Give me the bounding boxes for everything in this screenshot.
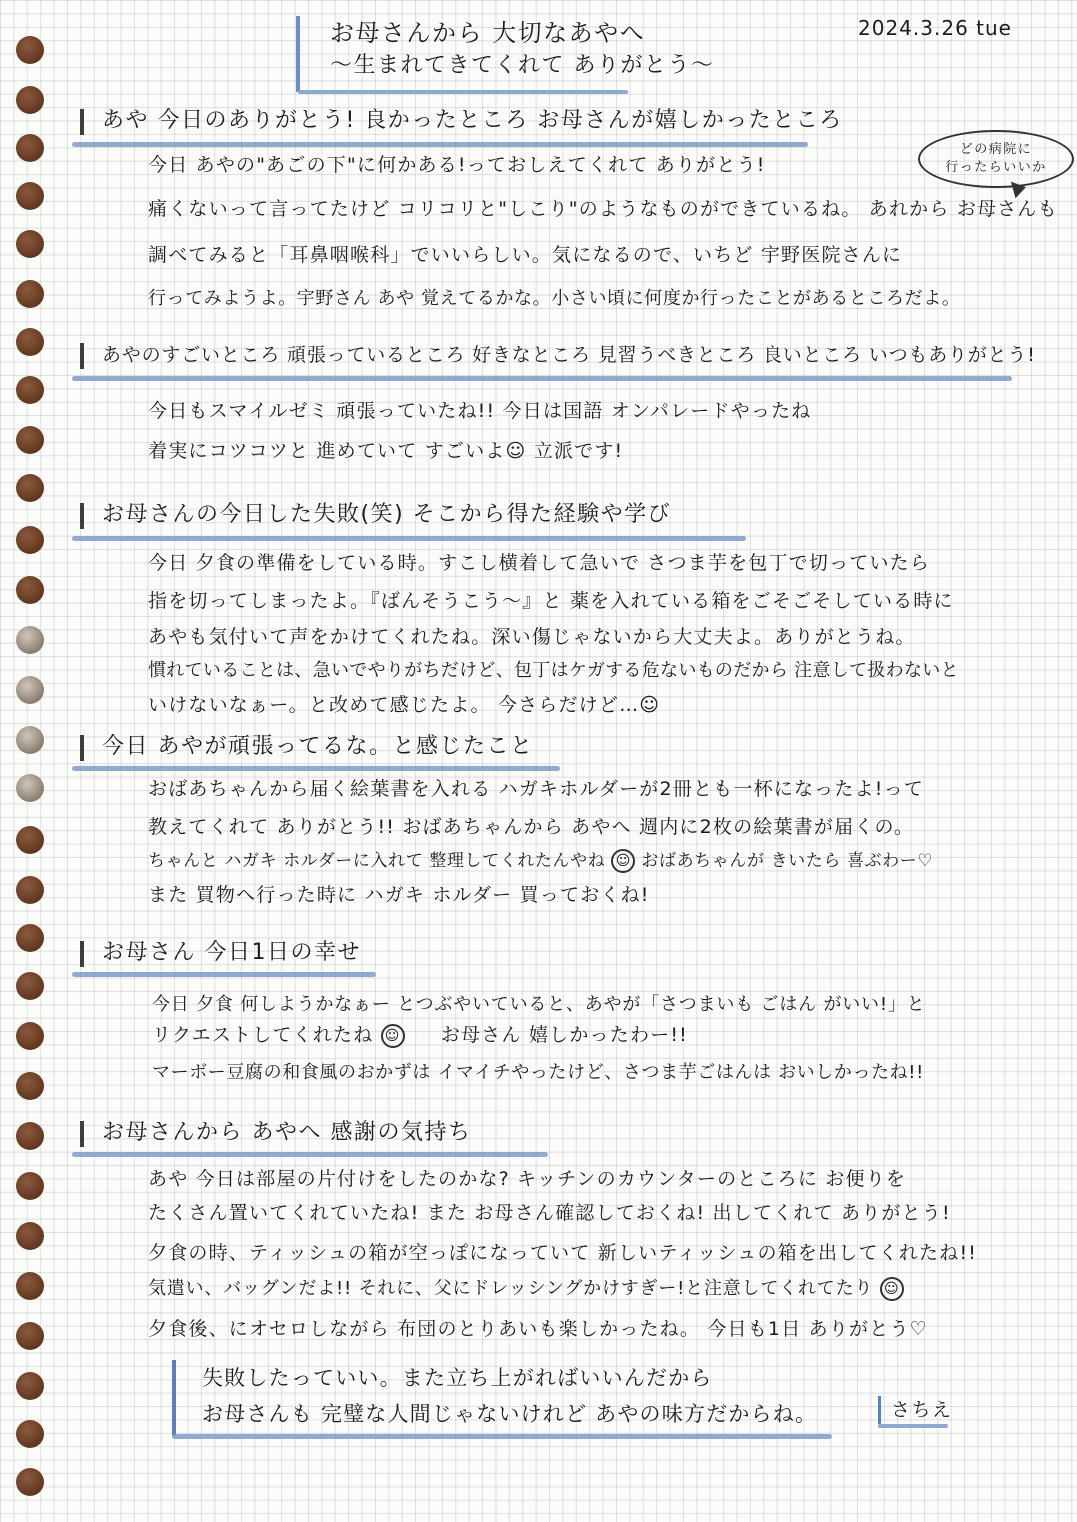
body-line: また 買物へ行った時に ハガキ ホルダー 買っておくね! (148, 884, 650, 906)
body-line: 夕食後、にオセロしながら 布団のとりあいも楽しかったね。 今日も1日 ありがとう♡ (148, 1318, 928, 1340)
binder-hole (16, 726, 44, 754)
binder-hole (16, 876, 44, 904)
binder-hole (16, 826, 44, 854)
body-text: リクエストしてくれたね (152, 1024, 374, 1046)
body-line: 教えてくれて ありがとう!! おばあちゃんから あやへ 週内に2枚の絵葉書が届くの。 (148, 816, 915, 838)
binder-hole (16, 1468, 44, 1496)
smiley-icon: ☺ (381, 1024, 405, 1048)
binder-hole (16, 134, 44, 162)
section-heading: お母さんの今日した失敗(笑) そこから得た経験や学び (72, 498, 671, 532)
section-effort (72, 730, 534, 764)
subtitle-text: 〜生まれてきてくれて ありがとう〜 (330, 53, 715, 78)
date-label: 2024.3.26 tue (858, 16, 1012, 40)
section-heading: あやのすごいところ 頑張っているところ 好きなところ 見習うべきところ 良いところ いつもありがとう! (72, 338, 1036, 372)
binder-hole (16, 376, 44, 404)
body-line (148, 846, 933, 873)
binder-hole (16, 774, 44, 802)
binder-hole (16, 1322, 44, 1350)
heading-underline (72, 1152, 548, 1157)
body-line: 痛くないって言ってたけど コリコリと"しこり"のようなものができているね。 あれから お母さんも (148, 198, 1058, 220)
binder-hole (16, 230, 44, 258)
section-heading: お母さん 今日1日の幸せ (72, 936, 361, 970)
heading-underline (72, 376, 1012, 381)
signature-underline (878, 1424, 948, 1428)
body-line: 今日 あやの"あごの下"に何かある!っておしえてくれて ありがとう! (148, 154, 766, 176)
binder-hole (16, 1072, 44, 1100)
body-line: 夕食の時、ティッシュの箱が空っぽになっていて 新しいティッシュの箱を出してくれたね!! (148, 1242, 978, 1264)
body-line: 今日もスマイルゼミ 頑張っていたね!! 今日は国語 オンパレードやったね (148, 400, 812, 422)
body-line: 今日 夕食の準備をしている時。すこし横着して急いで さつま芋を包丁で切っていたら (148, 552, 931, 574)
body-line: マーボー豆腐の和食風のおかずは イマイチやったけど、さつま芋ごはんは おいしかったね!! (152, 1062, 924, 1083)
body-line: 今日 夕食 何しようかなぁー とつぶやいていると、あやが「さつまいも ごはん がいい!」と (152, 994, 926, 1015)
binder-hole (16, 972, 44, 1000)
binder-hole (16, 626, 44, 654)
closing-line: お母さんも 完璧な人間じゃないけれど あやの味方だからね。 (202, 1402, 818, 1426)
body-line: 指を切ってしまったよ。『ばんそうこう〜』と 薬を入れている箱をごそごそしている時に (148, 590, 954, 612)
body-line: 調べてみると「耳鼻咽喉科」でいいらしい。気になるので、いちど 宇野医院さんに (148, 244, 903, 266)
closing-message (172, 1360, 817, 1436)
binder-holes (16, 36, 46, 1496)
page-title (296, 16, 715, 92)
closing-underline (172, 1434, 832, 1439)
binder-hole (16, 1420, 44, 1448)
body-line (148, 1274, 904, 1301)
body-text: お母さん 嬉しかったわー!! (440, 1024, 688, 1046)
section-heading: あや 今日のありがとう! 良かったところ お母さんが嬉しかったところ (72, 104, 843, 138)
body-line: 着実にコツコツと 進めていて すごいよ☺ 立派です! (148, 440, 624, 462)
bubble-line: 行ったらいいか (945, 160, 1047, 175)
section-gratitude (72, 1116, 472, 1150)
section-mistake (72, 498, 671, 532)
body-line: 慣れていることは、急いでやりがちだけど、包丁はケガする危ないものだから 注意して扱わないと (148, 660, 959, 681)
body-text: ちゃんと ハガキ ホルダーに入れて 整理してくれたんやね (148, 851, 606, 871)
binder-hole (16, 1172, 44, 1200)
binder-hole (16, 474, 44, 502)
body-line: たくさん置いてくれていたね! また お母さん確認しておくね! 出してくれて ありがとう! (148, 1202, 951, 1224)
binder-hole (16, 1122, 44, 1150)
body-line (152, 1020, 688, 1048)
binder-hole (16, 182, 44, 210)
smiley-icon: ☺ (880, 1277, 904, 1301)
section-heading: 今日 あやが頑張ってるな。と感じたこと (72, 730, 534, 764)
heading-underline (72, 142, 808, 147)
heading-underline (72, 972, 376, 977)
speech-bubble (918, 130, 1074, 188)
binder-hole (16, 1272, 44, 1300)
title-underline (298, 90, 628, 94)
binder-hole (16, 526, 44, 554)
heading-underline (72, 536, 746, 541)
bubble-line: どの病院に (959, 142, 1033, 157)
body-line: おばあちゃんから届く絵葉書を入れる ハガキホルダーが2冊とも一杯になったよ!って (148, 778, 924, 800)
binder-hole (16, 1372, 44, 1400)
section-heading: お母さんから あやへ 感謝の気持ち (72, 1116, 472, 1150)
binder-hole (16, 576, 44, 604)
smiley-icon: ☺ (611, 849, 635, 873)
body-line: いけないなぁー。と改めて感じたよ。 今さらだけど…☺ (148, 694, 661, 716)
binder-hole (16, 676, 44, 704)
closing-line: 失敗したっていい。また立ち上がればいいんだから (202, 1366, 713, 1390)
binder-hole (16, 1022, 44, 1050)
title-text: お母さんから 大切なあやへ (330, 19, 646, 47)
section-good-points (72, 338, 1036, 372)
section-happiness (72, 936, 361, 970)
binder-hole (16, 36, 44, 64)
body-line: あやも気付いて声をかけてくれたね。深い傷じゃないから大丈夫よ。ありがとうね。 (148, 626, 916, 648)
body-text: 気遣い、バッグンだよ!! それに、父にドレッシングかけすぎー!と注意してくれてたり (148, 1278, 874, 1299)
binder-hole (16, 1222, 44, 1250)
binder-hole (16, 426, 44, 454)
binder-hole (16, 86, 44, 114)
binder-hole (16, 328, 44, 356)
section-thanks (72, 104, 843, 138)
signature: さちえ (878, 1396, 953, 1424)
binder-hole (16, 924, 44, 952)
body-line: 行ってみようよ。宇野さん あや 覚えてるかな。小さい頃に何度か行ったことがあるところだよ。 (148, 288, 961, 309)
binder-hole (16, 280, 44, 308)
heading-underline (72, 766, 560, 771)
body-text: おばあちゃんが きいたら 喜ぶわー♡ (641, 851, 934, 871)
body-line: あや 今日は部屋の片付けをしたのかな? キッチンのカウンターのところに お便りを (148, 1168, 907, 1190)
